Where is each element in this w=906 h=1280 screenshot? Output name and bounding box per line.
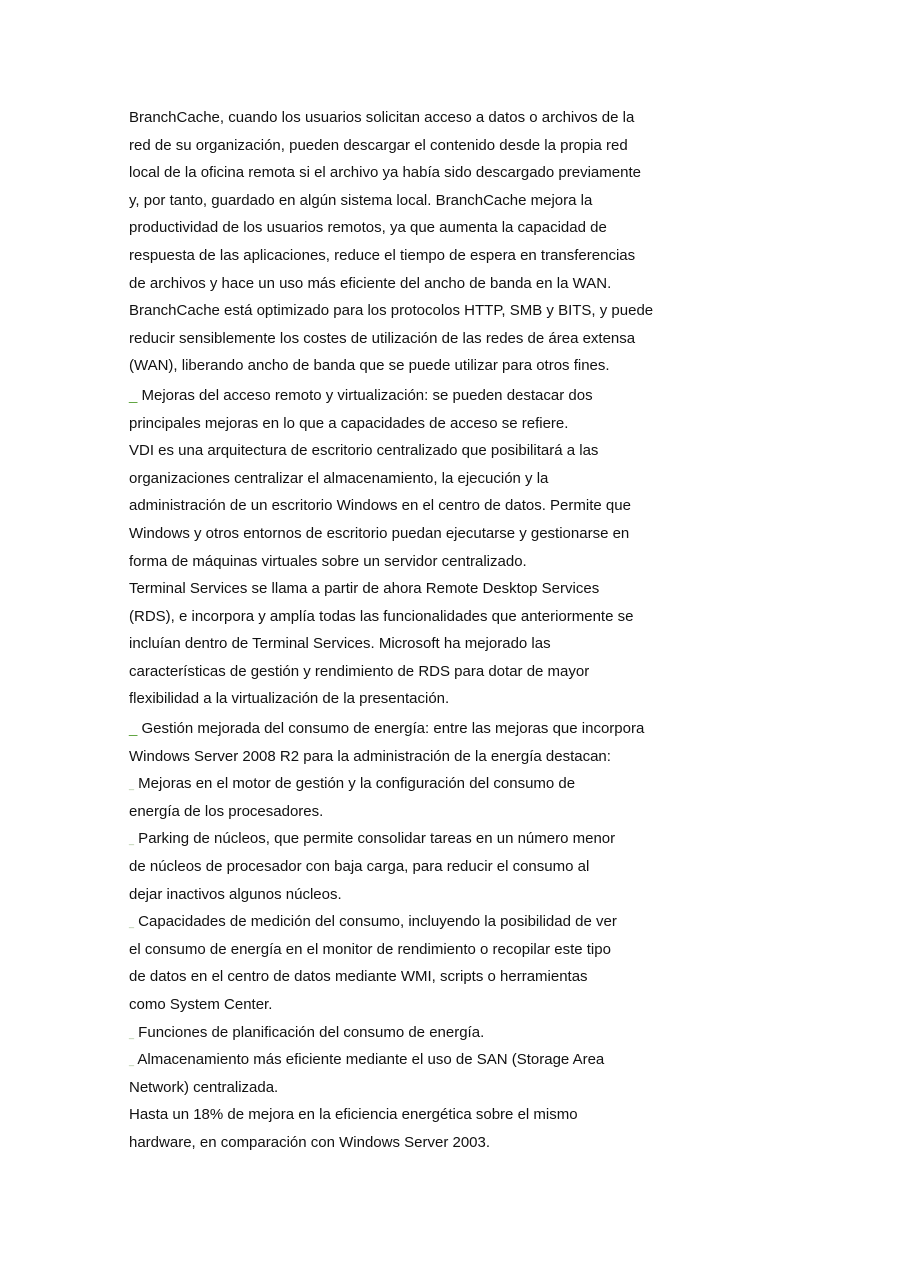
bullet-marker: _ xyxy=(129,720,138,738)
sub-bulleted-line xyxy=(129,770,749,798)
bullet-text: Mejoras en el motor de gestión y la configuración del consumo de xyxy=(134,775,576,793)
text-line: y, por tanto, guardado en algún sistema local. BranchCache mejora la xyxy=(129,191,593,209)
sub-bullet-marker: _ xyxy=(129,1028,135,1039)
bulleted-line xyxy=(129,715,749,743)
text-line: organizaciones centralizar el almacenamiento, la ejecución y la xyxy=(129,469,549,487)
text-line: BranchCache, cuando los usuarios solicitan acceso a datos o archivos de la xyxy=(129,109,635,126)
bullet-text: Funciones de planificación del consumo de energía. xyxy=(134,1023,485,1041)
bullet-text: Capacidades de medición del consumo, incluyendo la posibilidad de ver xyxy=(134,913,617,931)
text-line: red de su organización, pueden descargar el contenido desde la propia red xyxy=(129,136,628,154)
text-line: local de la oficina remota si el archivo ya había sido descargado previamente xyxy=(129,164,641,182)
bullet-text: Parking de núcleos, que permite consolidar tareas en un número menor xyxy=(134,830,616,848)
text-line: flexibilidad a la virtualización de la presentación. xyxy=(129,690,450,708)
text-line: VDI es una arquitectura de escritorio centralizado que posibilitará a las xyxy=(129,442,599,460)
text-line: BranchCache está optimizado para los protocolos HTTP, SMB y BITS, y puede xyxy=(129,302,654,320)
bulleted-line xyxy=(129,382,749,410)
text-line: de datos en el centro de datos mediante WMI, scripts o herramientas xyxy=(129,968,588,986)
sub-bulleted-line xyxy=(129,1046,749,1074)
text-line: Windows y otros entornos de escritorio puedan ejecutarse y gestionarse en xyxy=(129,524,630,542)
sub-bullet-marker: _ xyxy=(129,780,135,791)
text-line: energía de los procesadores. xyxy=(129,802,324,820)
sub-bulleted-line xyxy=(129,1019,749,1047)
sub-bulleted-line xyxy=(129,908,749,936)
text-line: dejar inactivos algunos núcleos. xyxy=(129,885,342,903)
text-line: Hasta un 18% de mejora en la eficiencia energética sobre el mismo xyxy=(129,1106,578,1124)
text-line: (RDS), e incorpora y amplía todas las funcionalidades que anteriormente se xyxy=(129,607,634,625)
text-line: (WAN), liberando ancho de banda que se puede utilizar para otros fines. xyxy=(129,357,610,375)
text-line: principales mejoras en lo que a capacidades de acceso se refiere. xyxy=(129,414,569,432)
text-line: Windows Server 2008 R2 para la administración de la energía destacan: xyxy=(129,747,611,765)
text-line: incluían dentro de Terminal Services. Microsoft ha mejorado las xyxy=(129,635,551,653)
bullet-text: Gestión mejorada del consumo de energía: entre las mejoras que incorpora xyxy=(137,720,645,738)
document-body xyxy=(129,104,749,1157)
sub-bullet-marker: _ xyxy=(129,918,135,929)
bullet-text: Almacenamiento más eficiente mediante el uso de SAN (Storage Area xyxy=(134,1051,605,1069)
text-line: respuesta de las aplicaciones, reduce el tiempo de espera en transferencias xyxy=(129,246,636,264)
text-line: reducir sensiblemente los costes de utilización de las redes de área extensa xyxy=(129,329,636,347)
text-line: como System Center. xyxy=(129,996,273,1013)
text-line: forma de máquinas virtuales sobre un servidor centralizado. xyxy=(129,552,527,570)
text-line: administración de un escritorio Windows en el centro de datos. Permite que xyxy=(129,497,631,515)
text-line: Terminal Services se llama a partir de ahora Remote Desktop Services xyxy=(129,580,600,598)
sub-bullet-marker: _ xyxy=(129,835,135,846)
text-line: hardware, en comparación con Windows Server 2003. xyxy=(129,1133,491,1151)
sub-bulleted-line xyxy=(129,825,749,853)
text-line: características de gestión y rendimiento de RDS para dotar de mayor xyxy=(129,662,590,680)
bullet-text: Mejoras del acceso remoto y virtualización: se pueden destacar dos xyxy=(137,386,593,404)
text-line: de archivos y hace un uso más eficiente del ancho de banda en la WAN. xyxy=(129,274,612,292)
text-line: de núcleos de procesador con baja carga, para reducir el consumo al xyxy=(129,858,590,876)
bullet-marker: _ xyxy=(129,386,138,404)
sub-bullet-marker: _ xyxy=(129,1056,135,1067)
text-line: Network) centralizada. xyxy=(129,1078,279,1096)
text-line: el consumo de energía en el monitor de rendimiento o recopilar este tipo xyxy=(129,940,611,958)
text-line: productividad de los usuarios remotos, ya que aumenta la capacidad de xyxy=(129,219,607,237)
